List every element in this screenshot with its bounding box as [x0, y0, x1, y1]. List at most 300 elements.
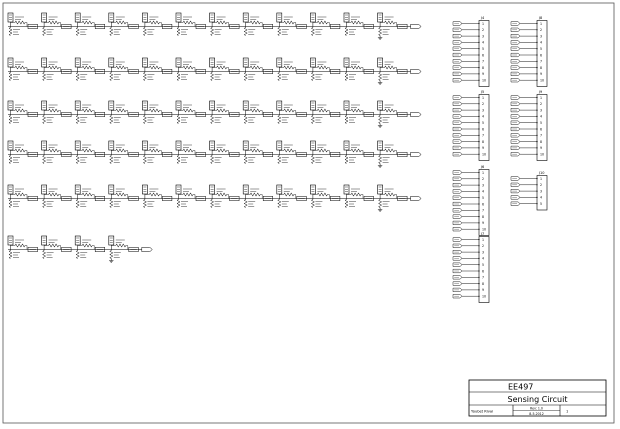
pin-number: 4 [482, 256, 485, 261]
pin-number: 4 [540, 195, 543, 200]
series-resistor [351, 66, 361, 69]
pin-number: 8 [482, 65, 485, 70]
pin-number: 2 [482, 177, 485, 182]
revision-label: Rev: 1.0 [530, 406, 543, 411]
sensing-cell [176, 141, 206, 164]
sensing-cell [243, 13, 273, 36]
series-resistor [284, 193, 294, 196]
pin-number: 10 [482, 294, 487, 299]
series-resistor [82, 193, 92, 196]
pulldown-resistor [177, 73, 180, 81]
pulldown-resistor [211, 156, 214, 164]
pin-number: 3 [482, 183, 485, 188]
series-resistor [149, 149, 159, 152]
pulldown-resistor [177, 116, 180, 124]
sensing-cell [378, 13, 408, 36]
series-resistor [217, 149, 227, 152]
connector-j4 [453, 16, 489, 87]
sensing-cell [310, 185, 340, 208]
pulldown-resistor [379, 116, 382, 124]
pin-number: 5 [482, 47, 485, 51]
series-resistor [15, 193, 25, 196]
sensor-block [176, 13, 181, 22]
project-name: EE497 [508, 382, 534, 392]
pin-number: 6 [540, 127, 543, 132]
pulldown-resistor [211, 200, 214, 208]
series-resistor [385, 109, 395, 112]
pulldown-resistor [110, 251, 113, 259]
pulldown-resistor [278, 116, 281, 124]
series-resistor [217, 109, 227, 112]
pulldown-resistor [76, 28, 79, 36]
pulldown-resistor [177, 156, 180, 164]
pulldown-resistor [143, 28, 146, 36]
sensing-cell [109, 185, 139, 208]
sensing-cell [8, 236, 38, 259]
pulldown-resistor [9, 116, 12, 124]
pulldown-resistor [311, 200, 314, 208]
sheet-number: 1 [566, 409, 569, 414]
pulldown-resistor [211, 28, 214, 36]
pulldown-resistor [379, 73, 382, 81]
drawing-date: 8-5-2012 [529, 411, 544, 416]
pin-number: 8 [482, 139, 485, 144]
pulldown-resistor [110, 28, 113, 36]
series-resistor [116, 244, 126, 247]
series-resistor [116, 193, 126, 196]
sensing-cell [8, 185, 38, 208]
series-resistor [82, 21, 92, 24]
sensing-cell [210, 101, 240, 124]
series-resistor [317, 21, 327, 24]
series-resistor [217, 193, 227, 196]
connector-ref: J5 [481, 90, 485, 94]
sensing-cell [344, 101, 374, 124]
series-resistor [351, 149, 361, 152]
pin-number: 4 [540, 114, 543, 119]
sensing-cell [75, 58, 105, 81]
pin-number: 1 [540, 21, 543, 26]
pulldown-resistor [311, 156, 314, 164]
series-resistor [82, 66, 92, 69]
pulldown-resistor [278, 200, 281, 208]
pulldown-resistor [244, 156, 247, 164]
connector-ref: J6 [481, 165, 485, 169]
sensor-block [310, 13, 315, 22]
pin-number: 10 [540, 152, 545, 157]
sensing-cell [243, 185, 273, 208]
connector-ref: J4 [481, 16, 485, 20]
output-port [411, 24, 422, 28]
series-resistor [385, 21, 395, 24]
series-resistor [351, 193, 361, 196]
sensing-cell [277, 141, 307, 164]
pulldown-resistor [345, 73, 348, 81]
pulldown-resistor [345, 116, 348, 124]
pin-number: 1 [540, 95, 543, 100]
pin-number: 2 [540, 28, 543, 33]
sensing-cell [378, 58, 408, 81]
pin-number: 3 [482, 108, 485, 113]
sensor-block [344, 13, 349, 22]
pulldown-resistor [110, 156, 113, 164]
pulldown-resistor [43, 116, 46, 124]
connector-ref: J7 [481, 232, 485, 236]
circuit-row [8, 58, 421, 85]
pin-number: 4 [482, 114, 485, 119]
pin-number: 7 [540, 133, 543, 138]
pin-number: 8 [482, 214, 485, 219]
series-resistor [250, 109, 260, 112]
series-resistor [183, 21, 193, 24]
series-resistor [82, 149, 92, 152]
pin-number: 9 [482, 221, 485, 226]
pin-number: 9 [540, 72, 543, 77]
pin-number: 2 [482, 244, 485, 249]
sensing-cell [378, 101, 408, 124]
sensing-cell [75, 141, 105, 164]
sensing-cell [42, 185, 72, 208]
sensing-cell [142, 185, 172, 208]
series-resistor [116, 66, 126, 69]
sensing-cell [243, 101, 273, 124]
series-resistor [116, 21, 126, 24]
sensing-cell [109, 236, 139, 259]
author-name: Youbet Rivai [471, 409, 494, 414]
series-resistor [15, 21, 25, 24]
series-resistor [15, 149, 25, 152]
pin-number: 5 [540, 47, 543, 51]
series-resistor [284, 21, 294, 24]
pulldown-resistor [9, 28, 12, 36]
sensing-circuit-array [8, 13, 421, 263]
sensing-cell [176, 185, 206, 208]
series-resistor [317, 109, 327, 112]
sensor-block [142, 13, 147, 22]
pin-number: 1 [482, 95, 485, 100]
pulldown-resistor [244, 28, 247, 36]
pulldown-resistor [76, 156, 79, 164]
series-resistor [351, 21, 361, 24]
sensing-cell [75, 185, 105, 208]
pin-number: 5 [482, 196, 485, 200]
pin-number: 6 [482, 269, 485, 274]
pin-number: 1 [482, 21, 485, 26]
output-port [411, 196, 422, 200]
circuit-row [8, 13, 421, 40]
sensing-cell [75, 13, 105, 36]
pin-number: 5 [540, 202, 543, 206]
sensing-cell [243, 141, 273, 164]
sensing-cell [176, 13, 206, 36]
sensing-cell [344, 185, 374, 208]
pulldown-resistor [244, 200, 247, 208]
pulldown-resistor [278, 73, 281, 81]
pin-number: 1 [540, 176, 543, 181]
sensing-cell [109, 13, 139, 36]
pin-number: 6 [482, 127, 485, 132]
pulldown-resistor [76, 73, 79, 81]
pin-number: 8 [540, 139, 543, 144]
pin-number: 3 [540, 189, 543, 194]
series-resistor [82, 109, 92, 112]
sensing-cell [210, 185, 240, 208]
sensor-block [75, 13, 80, 22]
pulldown-resistor [345, 200, 348, 208]
pulldown-resistor [43, 156, 46, 164]
pin-number: 10 [482, 78, 487, 83]
sensing-cell [310, 58, 340, 81]
ground-symbol [378, 164, 382, 168]
pin-number: 8 [540, 65, 543, 70]
ground-symbol [378, 36, 382, 40]
sensing-cell [310, 101, 340, 124]
sensing-cell [8, 58, 38, 81]
pulldown-resistor [177, 28, 180, 36]
ground-symbol [378, 81, 382, 85]
sensing-cell [75, 236, 105, 259]
pulldown-resistor [110, 73, 113, 81]
output-port [411, 69, 422, 73]
sensing-cell [378, 185, 408, 208]
pulldown-resistor [211, 73, 214, 81]
pin-number: 10 [482, 152, 487, 157]
sensor-block [277, 13, 282, 22]
pulldown-resistor [76, 251, 79, 259]
pin-number: 7 [540, 59, 543, 64]
series-resistor [317, 66, 327, 69]
pin-number: 9 [482, 288, 485, 293]
sensor-block [243, 13, 248, 22]
drawing-title: Sensing Circuit [507, 395, 568, 404]
pulldown-resistor [345, 156, 348, 164]
pin-number: 7 [482, 208, 485, 213]
series-resistor [15, 244, 25, 247]
series-resistor [217, 21, 227, 24]
connector-j5 [453, 90, 489, 161]
series-resistor [49, 109, 59, 112]
sensing-cell [42, 101, 72, 124]
pin-number: 9 [482, 146, 485, 151]
pulldown-resistor [143, 116, 146, 124]
connector-headers [453, 16, 547, 303]
sensing-cell [210, 58, 240, 81]
pulldown-resistor [278, 156, 281, 164]
sheet-border [3, 3, 614, 423]
pulldown-resistor [311, 28, 314, 36]
connector-j9 [511, 90, 547, 161]
series-resistor [82, 244, 92, 247]
sensing-cell [42, 141, 72, 164]
sensing-cell [142, 13, 172, 36]
pin-number: 6 [540, 53, 543, 58]
series-resistor [385, 66, 395, 69]
pin-number: 4 [540, 40, 543, 45]
pin-number: 5 [482, 263, 485, 267]
pulldown-resistor [110, 200, 113, 208]
output-port [142, 247, 153, 251]
pin-number: 9 [482, 72, 485, 77]
connector-j7 [453, 232, 489, 303]
sensing-cell [109, 141, 139, 164]
pulldown-resistor [76, 200, 79, 208]
sensing-cell [344, 58, 374, 81]
pin-number: 5 [482, 121, 485, 125]
circuit-row [8, 185, 421, 212]
connector-ref: J8 [539, 16, 543, 20]
series-resistor [385, 193, 395, 196]
output-port [411, 152, 422, 156]
pin-number: 7 [482, 133, 485, 138]
sensing-cell [109, 58, 139, 81]
pin-number: 3 [482, 34, 485, 39]
series-resistor [284, 109, 294, 112]
sensing-cell [243, 58, 273, 81]
pulldown-resistor [379, 156, 382, 164]
series-resistor [250, 149, 260, 152]
series-resistor [15, 109, 25, 112]
pulldown-resistor [76, 116, 79, 124]
pin-number: 2 [482, 28, 485, 33]
pin-number: 9 [540, 146, 543, 151]
series-resistor [149, 66, 159, 69]
sensing-cell [42, 236, 72, 259]
series-resistor [317, 149, 327, 152]
sensing-cell [8, 101, 38, 124]
series-resistor [149, 193, 159, 196]
series-resistor [183, 193, 193, 196]
sensing-cell [277, 101, 307, 124]
pulldown-resistor [211, 116, 214, 124]
pin-number: 3 [482, 250, 485, 255]
pin-number: 1 [482, 170, 485, 175]
connector-ref: J9 [539, 90, 543, 94]
sensing-cell [210, 141, 240, 164]
series-resistor [49, 244, 59, 247]
ground-symbol [378, 208, 382, 212]
series-resistor [385, 149, 395, 152]
series-resistor [317, 193, 327, 196]
sensing-cell [310, 141, 340, 164]
sensing-cell [8, 141, 38, 164]
series-resistor [250, 66, 260, 69]
series-resistor [284, 66, 294, 69]
series-resistor [351, 109, 361, 112]
pin-number: 1 [482, 237, 485, 242]
pulldown-resistor [9, 73, 12, 81]
pin-number: 6 [482, 53, 485, 58]
sensor-block [210, 13, 215, 22]
pulldown-resistor [143, 200, 146, 208]
connector-j8 [511, 16, 547, 87]
pulldown-resistor [9, 156, 12, 164]
title-block [469, 380, 606, 416]
sensing-cell [176, 101, 206, 124]
sensing-cell [142, 58, 172, 81]
series-resistor [116, 109, 126, 112]
pulldown-resistor [278, 28, 281, 36]
sensor-block [378, 13, 383, 22]
pulldown-resistor [311, 73, 314, 81]
series-resistor [116, 149, 126, 152]
pin-number: 5 [540, 121, 543, 125]
series-resistor [250, 21, 260, 24]
pulldown-resistor [110, 116, 113, 124]
pulldown-resistor [9, 200, 12, 208]
sensing-cell [176, 58, 206, 81]
pulldown-resistor [143, 73, 146, 81]
series-resistor [250, 193, 260, 196]
circuit-row [8, 101, 421, 128]
pulldown-resistor [177, 200, 180, 208]
pin-number: 8 [482, 281, 485, 286]
series-resistor [217, 66, 227, 69]
sensing-cell [277, 13, 307, 36]
pulldown-resistor [43, 73, 46, 81]
series-resistor [49, 66, 59, 69]
sensor-block [8, 13, 13, 22]
sensor-block [109, 13, 114, 22]
series-resistor [149, 109, 159, 112]
pin-number: 6 [482, 202, 485, 207]
sensing-cell [142, 141, 172, 164]
pulldown-resistor [9, 251, 12, 259]
pulldown-resistor [43, 28, 46, 36]
pulldown-resistor [143, 156, 146, 164]
sensor-block [42, 13, 47, 22]
connector-j6 [453, 165, 489, 236]
pulldown-resistor [379, 200, 382, 208]
circuit-row [8, 236, 152, 263]
series-resistor [15, 66, 25, 69]
pin-number: 4 [482, 40, 485, 45]
circuit-row [8, 141, 421, 168]
sensing-cell [42, 13, 72, 36]
pin-number: 10 [540, 78, 545, 83]
sensing-cell [210, 13, 240, 36]
pin-number: 2 [540, 183, 543, 188]
pin-number: 10 [482, 227, 487, 232]
pin-number: 3 [540, 108, 543, 113]
series-resistor [49, 21, 59, 24]
pin-number: 7 [482, 59, 485, 64]
pulldown-resistor [244, 73, 247, 81]
sensing-cell [277, 185, 307, 208]
sensing-cell [344, 13, 374, 36]
series-resistor [49, 193, 59, 196]
pulldown-resistor [345, 28, 348, 36]
series-resistor [183, 66, 193, 69]
output-port [411, 112, 422, 116]
pulldown-resistor [379, 28, 382, 36]
connector-j10 [511, 171, 547, 210]
sensing-cell [378, 141, 408, 164]
series-resistor [183, 149, 193, 152]
ground-symbol [378, 124, 382, 128]
series-resistor [284, 149, 294, 152]
sensing-cell [8, 13, 38, 36]
ground-symbol [109, 259, 113, 263]
sensing-cell [277, 58, 307, 81]
pin-number: 2 [540, 102, 543, 107]
series-resistor [149, 21, 159, 24]
series-resistor [49, 149, 59, 152]
pin-number: 2 [482, 102, 485, 107]
sensing-cell [344, 141, 374, 164]
pin-number: 4 [482, 189, 485, 194]
pulldown-resistor [43, 251, 46, 259]
pin-number: 7 [482, 275, 485, 280]
